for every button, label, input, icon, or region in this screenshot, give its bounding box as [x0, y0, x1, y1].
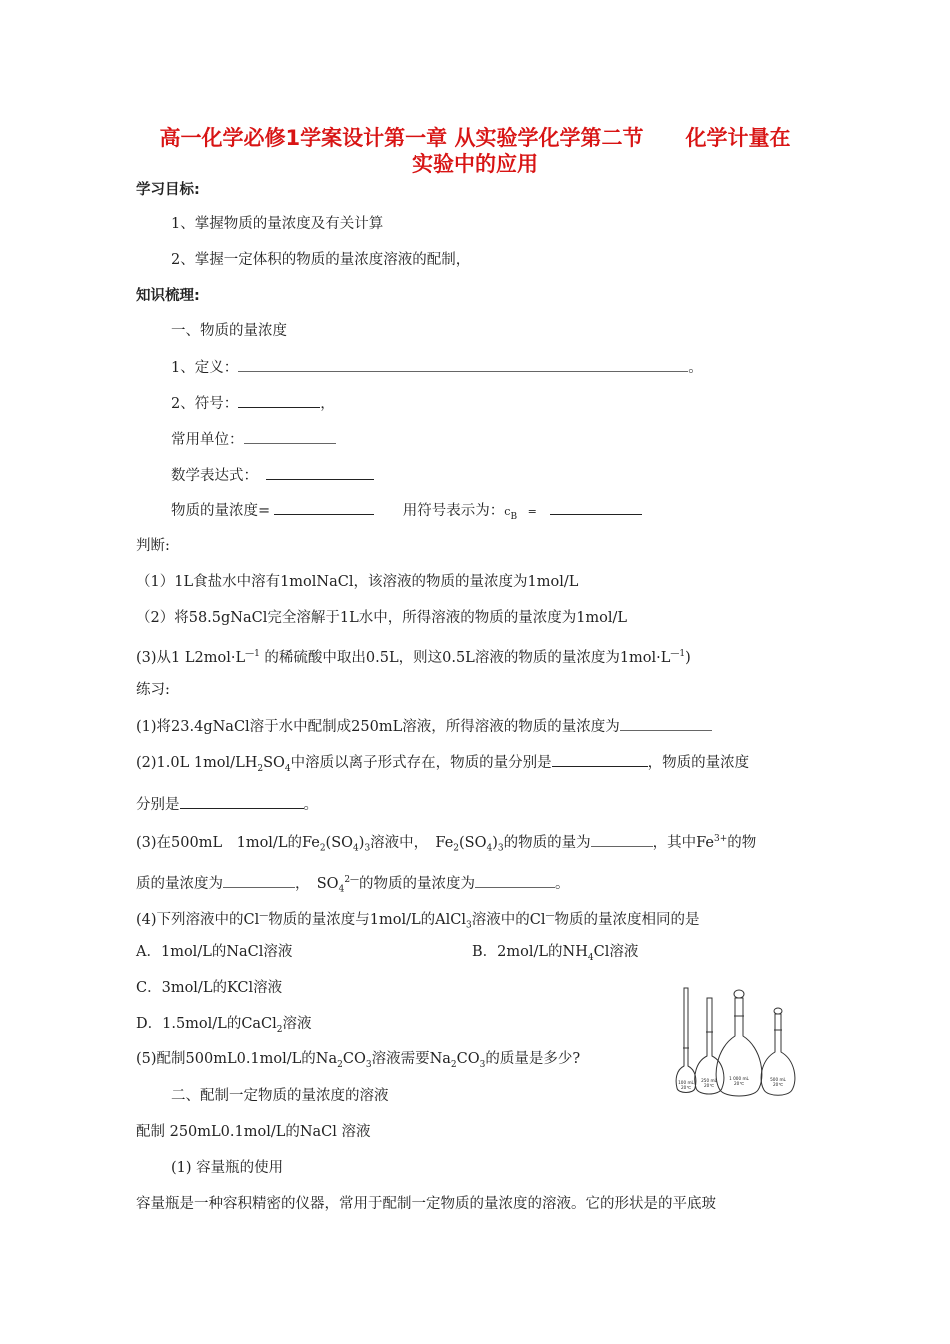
- practice-heading: 练习:: [136, 682, 170, 698]
- judge-item-1: （1）1L食盐水中溶有1molNaCl，该溶液的物质的量浓度为1mol/L: [136, 574, 579, 590]
- judge-3-text-b: 的稀硫酸中取出0.5L，则这0.5L溶液的物质的量浓度为1mol·L: [259, 649, 671, 666]
- p3-b: (SO: [325, 834, 354, 851]
- p3-a: (3)在500mL 1mol/L的Fe: [136, 834, 320, 851]
- expression-label: 数学表达式：: [171, 468, 258, 484]
- flask-label-1000-temp: 20℃: [733, 1081, 745, 1086]
- practice-2: [136, 752, 749, 779]
- section2-heading: 二、配制一定物质的量浓度的溶液: [171, 1088, 389, 1104]
- p3-sup2: 2—: [344, 875, 360, 885]
- p3-j: 质的量浓度为: [136, 875, 223, 892]
- flask-label-100-temp: 20℃: [680, 1085, 692, 1090]
- flask-label-500-temp: 20℃: [772, 1082, 784, 1087]
- practice-2-blank-2[interactable]: [180, 794, 304, 809]
- judge-3-text-c: ): [685, 649, 691, 666]
- practice-3-blank-1[interactable]: [591, 832, 653, 847]
- goal-item-1: 1、掌握物质的量浓度及有关计算: [171, 216, 384, 232]
- definition-line: [171, 357, 703, 378]
- judge-3-sup-a: —1: [245, 649, 260, 659]
- symbol-equals: =: [527, 505, 537, 518]
- flask-label-100-volume: 100 mL: [678, 1080, 694, 1085]
- volumetric-flasks-figure: [674, 986, 804, 1102]
- p4-a: (4)下列溶液中的Cl: [136, 911, 260, 928]
- flask-label-1000-volume: 1 000 mL: [729, 1076, 749, 1081]
- symbol-c-subscript: B: [510, 511, 518, 522]
- p5-b: CO: [342, 1051, 366, 1067]
- practice-3-blank-2[interactable]: [223, 873, 295, 888]
- p5-s4: 3: [479, 1059, 486, 1070]
- p4-c: 溶液中的Cl: [471, 911, 546, 928]
- p3-g: 的物质的量为: [503, 834, 591, 851]
- practice-2-blank-1[interactable]: [552, 752, 648, 767]
- p5-a: (5)配制500mL0.1mol/L的Na: [136, 1051, 338, 1067]
- p5-s1: 2: [337, 1059, 343, 1070]
- practice-1: [136, 716, 712, 737]
- p5-e: 的质量是多少?: [485, 1051, 581, 1067]
- practice-1-text: (1)将23.4gNaCl溶于水中配制成250mL溶液，所得溶液的物质的量浓度为: [136, 719, 620, 735]
- option-c[interactable]: C．3mol/L的KCl溶液: [136, 980, 283, 996]
- p4-d: 物质的量浓度相同的是: [554, 911, 700, 928]
- symbol-expression-blank[interactable]: [550, 500, 642, 515]
- practice-2-cont: [136, 794, 318, 815]
- option-d[interactable]: [136, 1014, 312, 1040]
- concentration-blank[interactable]: [274, 500, 374, 515]
- symbol-end: ，: [320, 396, 335, 412]
- judge-item-2: （2）将58.5gNaCl完全溶解于1L水中，所得溶液的物质的量浓度为1mol/L: [136, 610, 628, 626]
- section2-sub1: (1) 容量瓶的使用: [171, 1160, 284, 1176]
- flask-label-250-temp: 20℃: [703, 1083, 715, 1088]
- flask-label-500-volume: 500 mL: [770, 1077, 786, 1082]
- judge-item-3: [136, 644, 691, 668]
- p5-c: 溶液需要Na: [371, 1051, 451, 1067]
- practice-5: [136, 1049, 580, 1075]
- p3-c: ): [358, 834, 365, 851]
- option-d-sub: 2: [276, 1024, 283, 1035]
- goal-item-2: 2、掌握一定体积的物质的量浓度溶液的配制，: [171, 252, 471, 268]
- page-title-line2: 实验中的应用: [412, 152, 538, 176]
- p3-s5: 4: [486, 843, 493, 854]
- knowledge-heading: 知识梳理:: [136, 288, 200, 304]
- p3-s7: 4: [338, 884, 345, 895]
- option-d-a: D．1.5mol/L的CaCl: [136, 1016, 277, 1032]
- p2-f: 。: [303, 797, 318, 813]
- p3-s6: 3: [497, 843, 504, 854]
- p2-sub-1: 2: [257, 763, 264, 774]
- judge-3-sup-b: —1: [670, 649, 686, 659]
- p4-sup1: —: [259, 911, 269, 921]
- symbol-c: c: [504, 505, 511, 518]
- p4-sup2: —: [545, 911, 555, 921]
- flask-100ml-icon: [676, 988, 696, 1093]
- definition-label: 1、定义：: [171, 360, 239, 376]
- p4-s1: 3: [465, 920, 472, 931]
- practice-3-cont: [136, 870, 570, 900]
- p3-s3: 3: [364, 843, 371, 854]
- option-d-b: 溶液: [282, 1016, 312, 1032]
- option-b-sub: 4: [587, 952, 594, 963]
- p3-k: ， SO: [295, 875, 339, 892]
- p3-l: 的物质的量浓度为: [359, 875, 476, 892]
- section2-paragraph: 容量瓶是一种容积精密的仪器，常用于配制一定物质的量浓度的溶液。它的形状是的平底玻: [136, 1196, 716, 1212]
- option-b-a: B．2mol/L的NH: [472, 944, 588, 960]
- p2-d: ，物质的量浓度: [647, 755, 750, 771]
- symbol-expression-label: 用符号表示为：: [402, 503, 505, 519]
- section1-heading: 一、物质的量浓度: [171, 323, 287, 339]
- p2-a: (2)1.0L 1mol/LH: [136, 755, 258, 771]
- p3-d: 溶液中， Fe: [370, 834, 454, 851]
- option-b-b: Cl溶液: [593, 944, 639, 960]
- p2-c: 中溶质以离子形式存在，物质的量分别是: [290, 755, 552, 771]
- p3-h: ，其中Fe: [652, 834, 714, 851]
- practice-3: [136, 829, 756, 859]
- p3-s4: 2: [453, 843, 460, 854]
- p2-sub-2: 4: [284, 763, 291, 774]
- unit-blank[interactable]: [244, 429, 336, 444]
- p5-d: CO: [456, 1051, 480, 1067]
- p5-s2: 3: [365, 1059, 372, 1070]
- page-title-line1: 高一化学必修1学案设计第一章 从实验学化学第二节 化学计量在: [159, 126, 791, 150]
- concentration-line: [171, 500, 642, 527]
- practice-3-blank-3[interactable]: [475, 873, 555, 888]
- p3-s2: 4: [353, 843, 359, 854]
- p3-sup1: 3+: [714, 834, 728, 844]
- goals-heading: 学习目标:: [136, 182, 200, 198]
- p3-e: (SO: [459, 834, 487, 851]
- symbol-blank[interactable]: [238, 393, 320, 408]
- flask-label-250-volume: 250 mL: [701, 1078, 717, 1083]
- p2-b: SO: [263, 755, 285, 771]
- option-b[interactable]: [472, 942, 638, 968]
- option-a[interactable]: A．1mol/L的NaCl溶液: [136, 944, 293, 960]
- p3-f: ): [492, 834, 498, 851]
- symbol-label: 2、符号：: [171, 396, 239, 412]
- section2-task: 配制 250mL0.1mol/L的NaCl 溶液: [136, 1124, 371, 1140]
- unit-label: 常用单位：: [171, 432, 244, 448]
- p2-e: 分别是: [136, 797, 180, 813]
- symbol-line: [171, 393, 335, 414]
- p4-b: 物质的量浓度与1mol/L的AlCl: [268, 911, 466, 928]
- expression-blank[interactable]: [266, 465, 374, 480]
- definition-blank[interactable]: [238, 357, 688, 372]
- p3-s1: 2: [319, 843, 326, 854]
- definition-end: 。: [688, 360, 703, 376]
- unit-line: [171, 429, 336, 450]
- judge-heading: 判断:: [136, 538, 170, 554]
- practice-1-blank[interactable]: [620, 716, 712, 731]
- concentration-label: 物质的量浓度=: [171, 503, 271, 519]
- judge-3-text-a: (3)从1 L2mol·L: [136, 649, 246, 666]
- expression-line: [171, 465, 374, 486]
- p3-i: 的物: [727, 834, 757, 851]
- p3-m: 。: [555, 875, 570, 892]
- p5-s3: 2: [450, 1059, 457, 1070]
- practice-4: [136, 906, 699, 936]
